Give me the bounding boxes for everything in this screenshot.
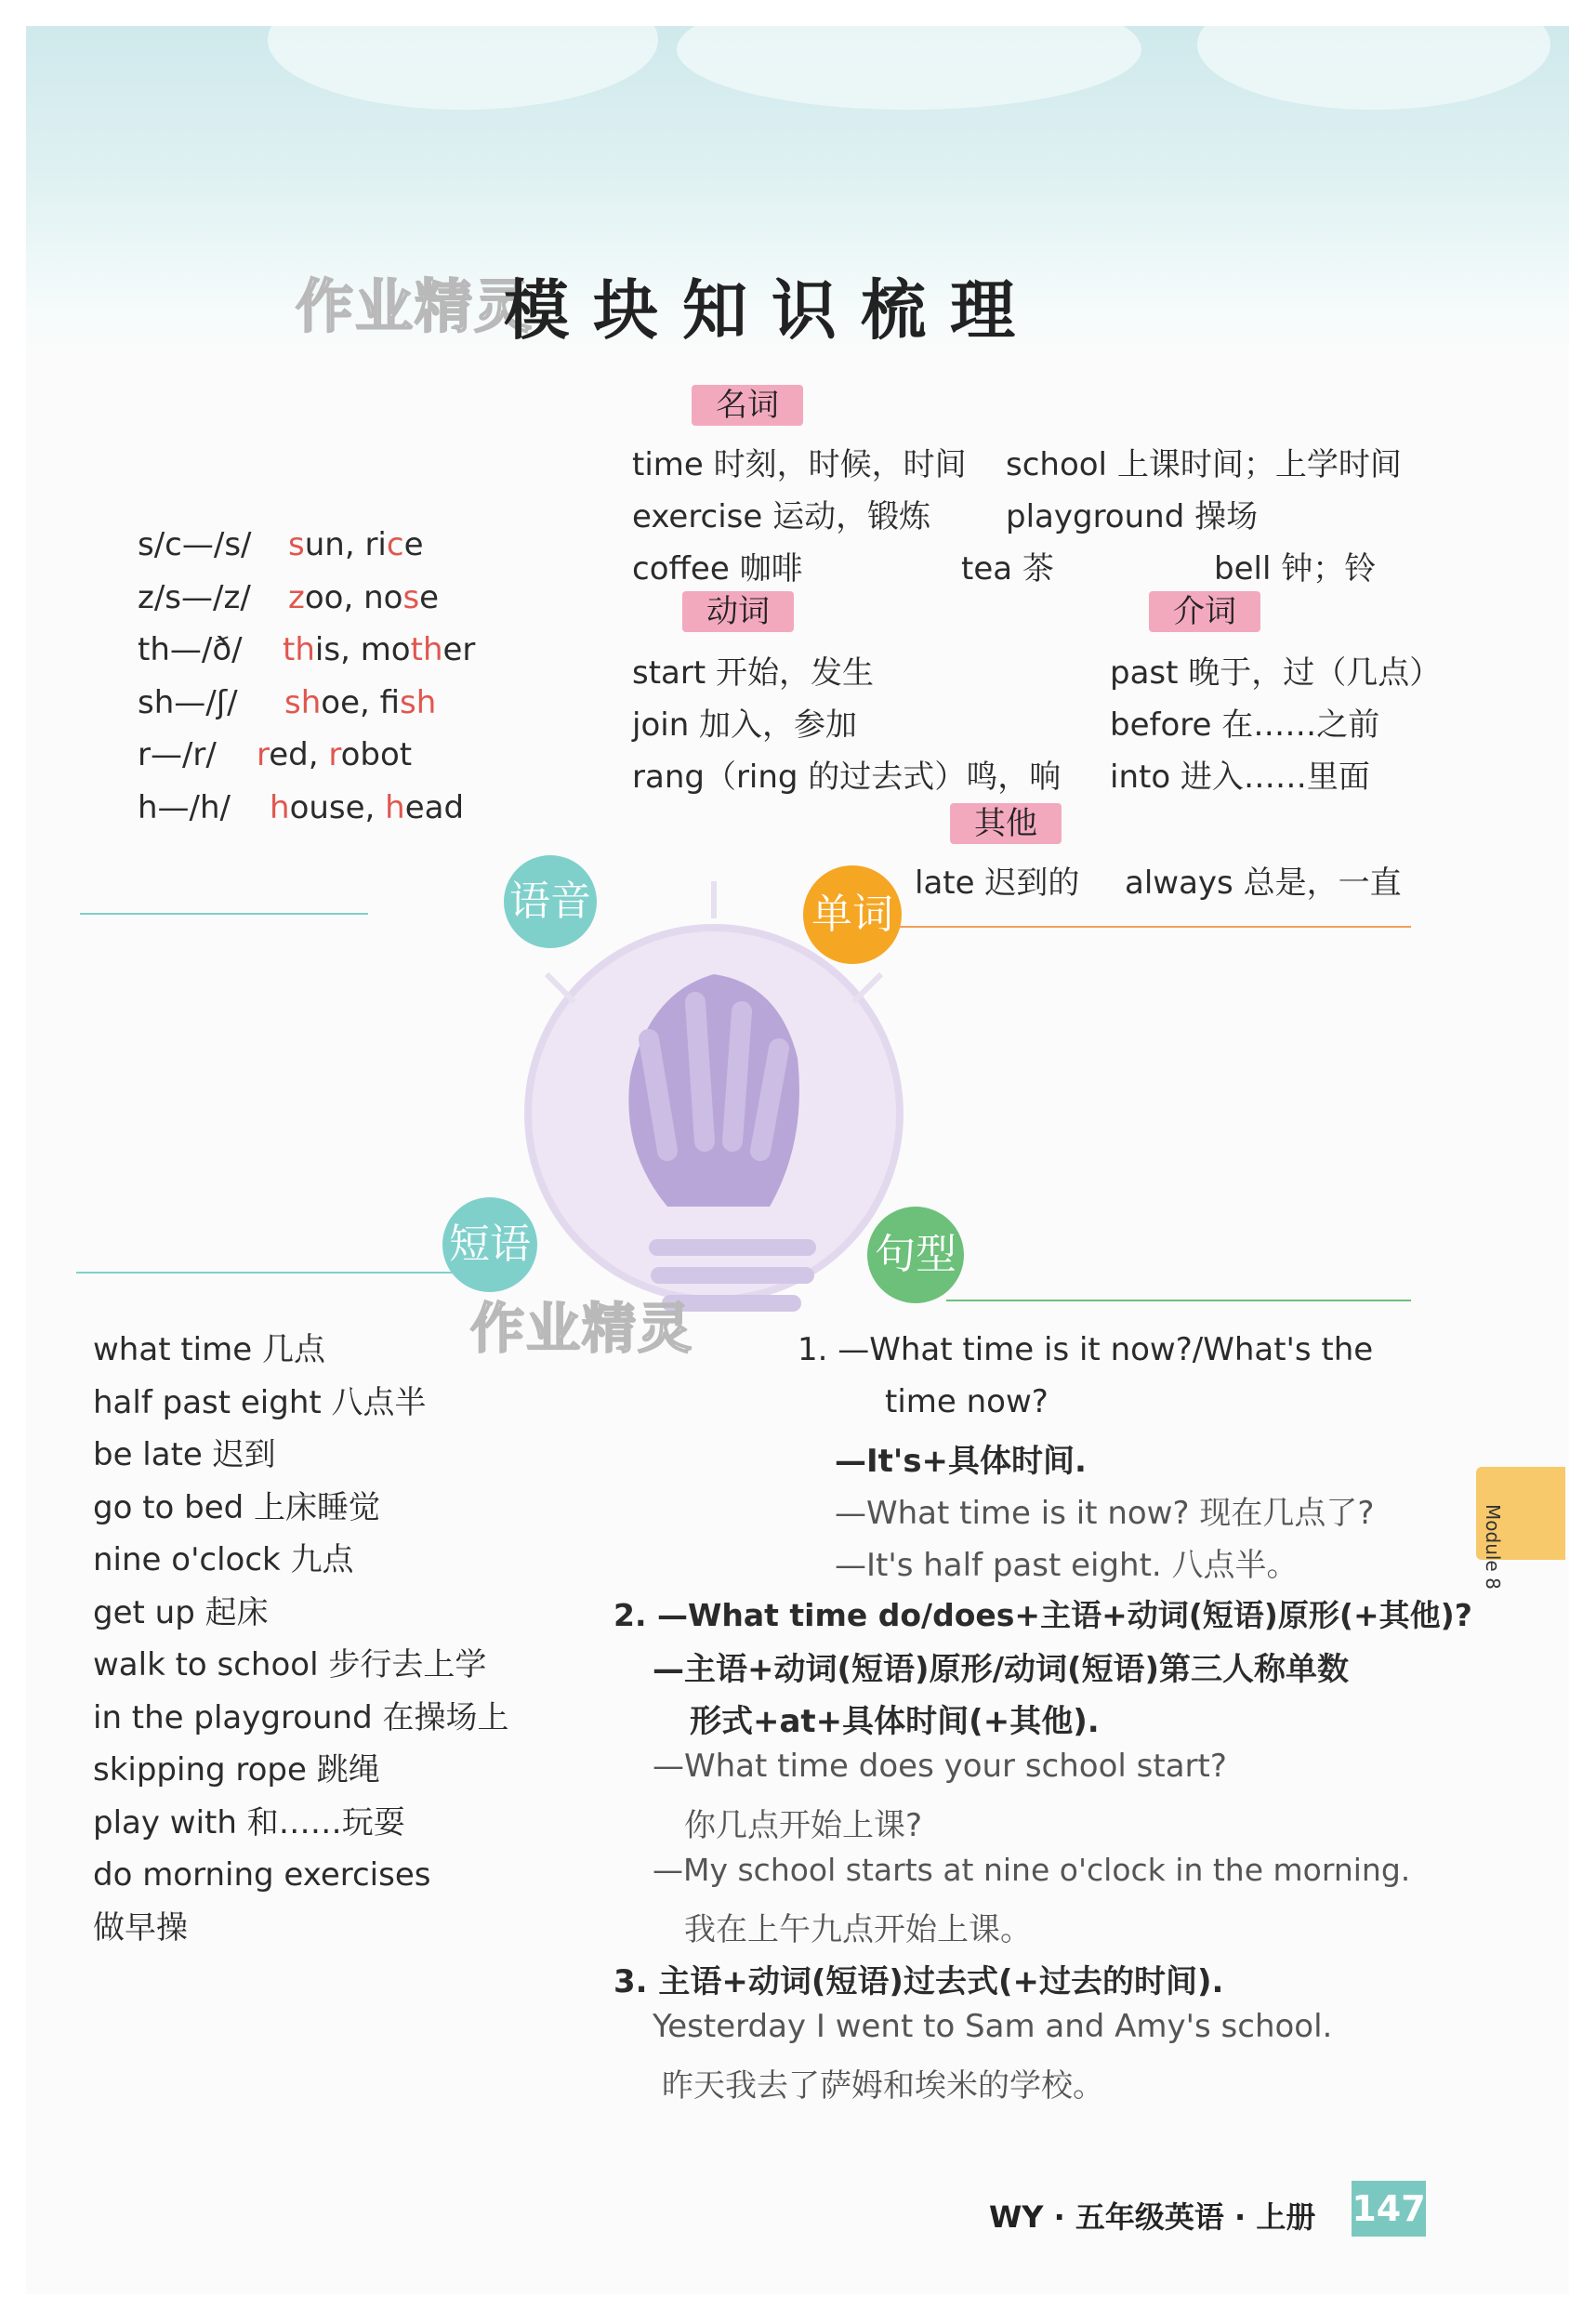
cloud-shape [1197, 26, 1550, 110]
prepositions-tag: 介词 [1149, 591, 1260, 632]
preposition-item: before 在……之前 [1110, 706, 1380, 744]
sentence-line: 昨天我去了萨姆和埃米的学校。 [662, 2067, 1104, 2105]
phrase-item: do morning exercises [93, 1856, 431, 1894]
noun-item: exercise 运动，锻炼 [632, 498, 931, 535]
sentences-circle: 句型 [867, 1207, 964, 1303]
sentence-line: —It's half past eight. 八点半。 [835, 1547, 1299, 1584]
preposition-item: into 进入……里面 [1110, 759, 1370, 796]
sentence-line: 2. —What time do/does+主语+动词(短语)原形(+其他)? [613, 1597, 1472, 1633]
phrases-list [93, 1324, 509, 1954]
phrase-item: nine o'clock 九点 [93, 1541, 354, 1578]
sentence-line: 我在上午九点开始上课。 [684, 1911, 1032, 1948]
phonics-circle: 语音 [504, 855, 597, 948]
phonics-row: s/c—/s/ sun, rice [138, 526, 424, 563]
nouns-tag: 名词 [692, 385, 803, 426]
phonics-list [138, 519, 475, 834]
sentence-line: —My school starts at nine o'clock in the morning. [653, 1852, 1411, 1888]
phrase-item: get up 起床 [93, 1593, 269, 1631]
noun-item: tea 茶 [961, 550, 1054, 587]
phrases-line [76, 1272, 467, 1274]
verbs-tag: 动词 [682, 591, 794, 632]
watermark-text: 作业精灵 [296, 272, 534, 340]
noun-item: playground 操场 [1006, 498, 1259, 535]
sentence-line: 你几点开始上课? [684, 1807, 923, 1844]
page-title: 模块知识梳理 [504, 272, 1039, 349]
words-line [876, 926, 1411, 928]
phrases-circle: 短语 [442, 1197, 537, 1292]
noun-item: bell 钟；铃 [1214, 550, 1377, 587]
other-item: late 迟到的 [915, 865, 1080, 902]
module-side-label: Module 8 [1482, 1504, 1504, 1590]
phrase-item: 做早操 [93, 1908, 188, 1947]
cloud-shape [677, 26, 1141, 110]
sentence-line: 3. 主语+动词(短语)过去式(+过去的时间). [613, 1963, 1224, 2000]
others-tag: 其他 [950, 803, 1062, 844]
phrase-item: in the playground 在操场上 [93, 1698, 509, 1736]
page [26, 26, 1569, 2294]
sentence-line: —主语+动词(短语)原形/动词(短语)第三人称单数 [653, 1651, 1350, 1688]
phrase-item: what time 几点 [93, 1331, 325, 1368]
noun-item: coffee 咖啡 [632, 550, 803, 587]
phonics-row: z/s—/z/ zoo, nose [138, 578, 440, 616]
verb-item: start 开始，发生 [632, 654, 874, 692]
phonics-row: th—/ð/ this, mother [138, 631, 476, 668]
sentence-line: 1. —What time is it now?/What's the [798, 1331, 1374, 1368]
phrase-item: go to bed 上床睡觉 [93, 1488, 381, 1526]
cloud-shape [268, 26, 658, 110]
verb-item: join 加入，参加 [632, 706, 858, 744]
phonics-row: sh—/ʃ/ shoe, fish [138, 683, 437, 721]
footer-text: WY · 五年级英语 · 上册 [989, 2199, 1316, 2235]
sentences-line [946, 1300, 1411, 1301]
phonics-line [80, 913, 368, 915]
other-item: always 总是，一直 [1125, 865, 1402, 902]
phonics-row: h—/h/ house, head [138, 788, 465, 826]
sentence-line: —What time does your school start? [653, 1748, 1227, 1785]
sentence-line: Yesterday I went to Sam and Amy's school. [653, 2008, 1333, 2045]
phrase-item: half past eight 八点半 [93, 1383, 427, 1421]
words-circle: 单词 [803, 865, 902, 964]
sentence-line: —What time is it now? 现在几点了? [835, 1495, 1375, 1532]
phrase-item: walk to school 步行去上学 [93, 1646, 487, 1683]
phrase-item: be late 迟到 [93, 1436, 276, 1473]
phrase-item: skipping rope 跳绳 [93, 1751, 380, 1788]
page-number: 147 [1352, 2181, 1426, 2237]
noun-item: school 上课时间；上学时间 [1006, 446, 1402, 483]
verb-item: rang（ring 的过去式）鸣，响 [632, 759, 1062, 796]
sentence-line: time now? [885, 1383, 1049, 1420]
phonics-row: r—/r/ red, robot [138, 736, 413, 773]
noun-item: time 时刻，时候，时间 [632, 446, 967, 483]
watermark-text: 作业精灵 [470, 1297, 694, 1360]
sentence-line: —It's+具体时间. [835, 1443, 1087, 1480]
preposition-item: past 晚于，过（几点） [1110, 654, 1442, 692]
sentence-line: 形式+at+具体时间(+其他). [690, 1703, 1100, 1740]
phrase-item: play with 和……玩耍 [93, 1803, 405, 1841]
